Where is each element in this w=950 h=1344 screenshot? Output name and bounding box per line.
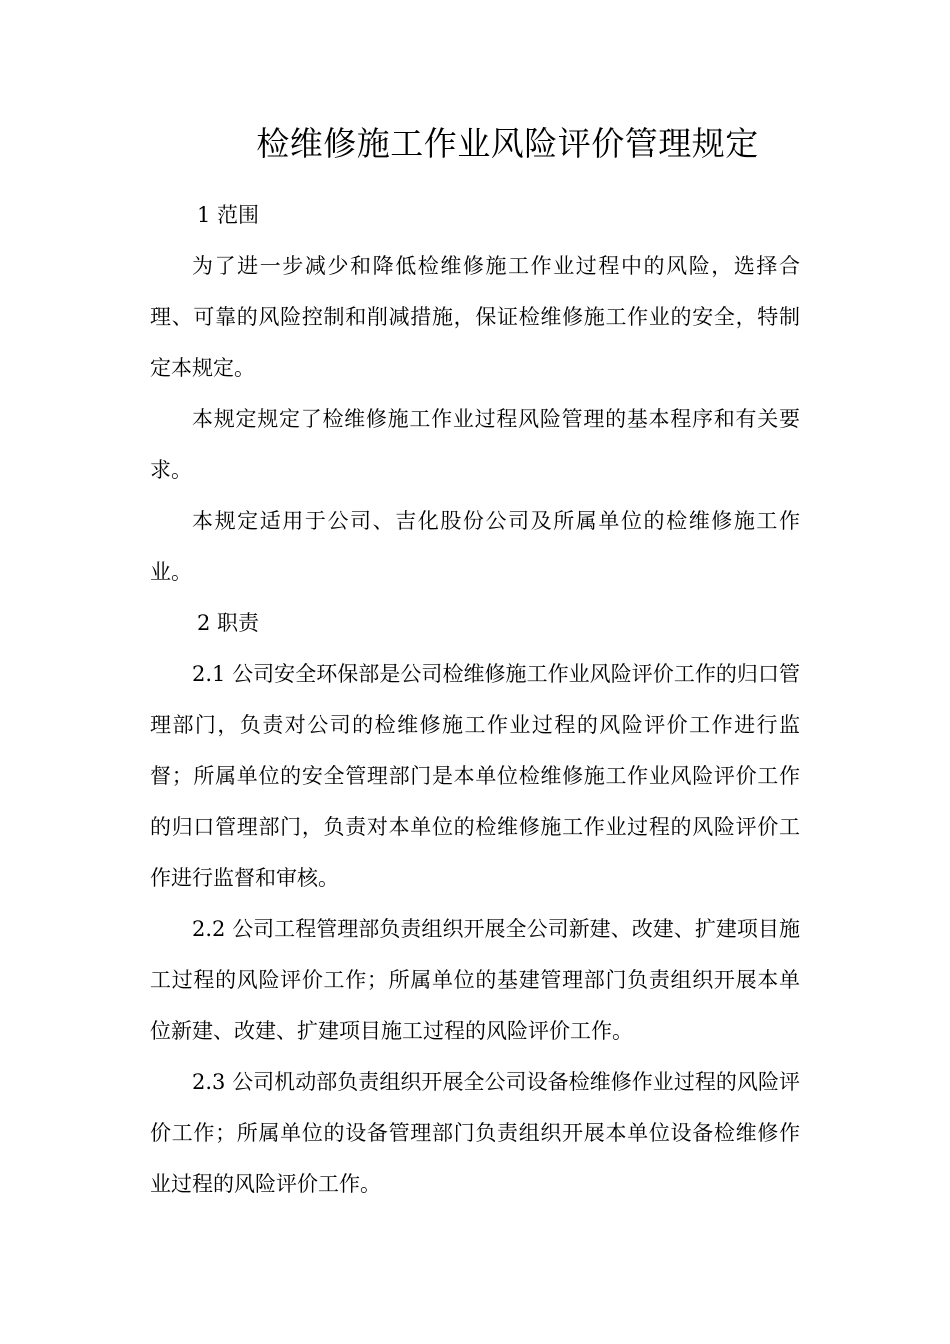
document-title: 检维修施工作业风险评价管理规定 xyxy=(256,124,759,163)
document-body xyxy=(150,190,800,1210)
section-heading-scope: 1 范围 xyxy=(197,203,260,227)
responsibility-paragraph-2-2: 2.2 公司工程管理部负责组织开展全公司新建、改建、扩建项目施工过程的风险评价工作；所属单位的基建管理部门负责组织开展本单位新建、改建、扩建项目施工过程的风险评价工作。 xyxy=(150,917,800,1043)
section-heading-responsibilities: 2 职责 xyxy=(197,611,260,635)
scope-paragraph-content: 本规定规定了检维修施工作业过程风险管理的基本程序和有关要求。 xyxy=(150,407,800,482)
scope-paragraph-applicability: 本规定适用于公司、吉化股份公司及所属单位的检维修施工作业。 xyxy=(150,509,800,584)
responsibility-paragraph-2-3: 2.3 公司机动部负责组织开展全公司设备检维修作业过程的风险评价工作；所属单位的设备管理部门负责组织开展本单位设备检维修作业过程的风险评价工作。 xyxy=(150,1070,800,1196)
scope-paragraph-purpose: 为了进一步减少和降低检维修施工作业过程中的风险，选择合理、可靠的风险控制和削减措施，保证检维修施工作业的安全，特制定本规定。 xyxy=(150,254,800,380)
responsibility-paragraph-2-1: 2.1 公司安全环保部是公司检维修施工作业风险评价工作的归口管理部门，负责对公司的检维修施工作业过程的风险评价工作进行监督；所属单位的安全管理部门是本单位检维修施工作业风险评价工作的归口管理部门，负责对本单位的检维修施工作业过程的风险评价工作进行监督和审核。 xyxy=(150,662,800,890)
